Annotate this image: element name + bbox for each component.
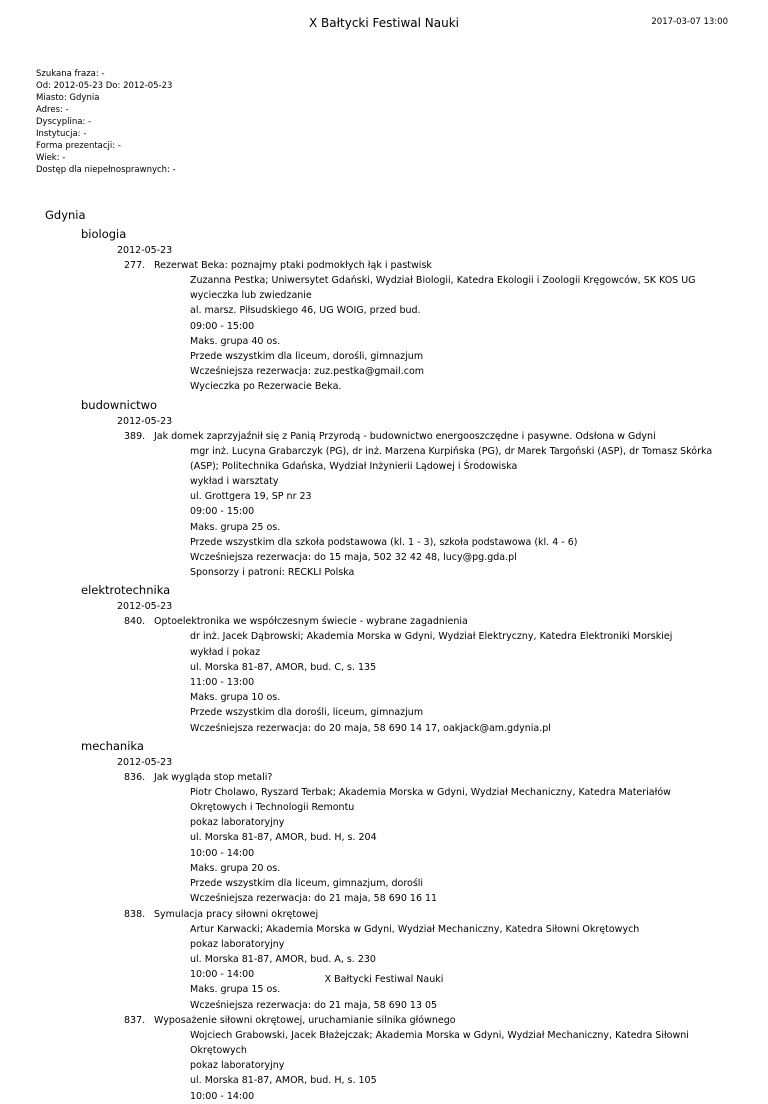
- event-organizer: Wojciech Grabowski, Jacek Błażejczak; Akademia Morska w Gdyni, Wydział Mechaniczny, Katedra Siłowni Okrętowych: [190, 1029, 689, 1056]
- event-title-text: Rezerwat Beka: poznajmy ptaki podmokłych łąk i pastwisk: [154, 260, 432, 271]
- event-capacity: Maks. grupa 10 os.: [190, 692, 281, 704]
- event-format: wycieczka lub zwiedzanie: [190, 290, 312, 302]
- filter-city: Miasto: Gdynia: [36, 93, 100, 103]
- event-capacity: Maks. grupa 15 os.: [190, 984, 281, 996]
- event-title: [0, 258, 768, 273]
- search-criteria: [36, 68, 176, 176]
- event-title-text: Jak wygląda stop metali?: [154, 771, 273, 783]
- event-organizer: Piotr Cholawo, Ryszard Terbak; Akademia Morska w Gdyni, Wydział Mechaniczny, Katedra Materiałów Okrętowych i Technologii Remontu: [190, 786, 671, 814]
- event-location: ul. Morska 81-87, AMOR, bud. A, s. 230: [190, 953, 376, 965]
- event-format: pokaz laboratoryjny: [190, 938, 285, 950]
- event-reservation: Wcześniejsza rezerwacja: do 20 maja, 58 690 14 17, oakjack@am.gdynia.pl: [190, 722, 551, 734]
- event-number: 837.: [124, 1014, 146, 1026]
- city-heading: Gdynia: [45, 208, 86, 222]
- event-format: pokaz laboratoryjny: [190, 1060, 285, 1072]
- event-title: [0, 429, 768, 444]
- event-capacity: Maks. grupa 25 os.: [190, 521, 281, 533]
- event-organizer: mgr inż. Lucyna Grabarczyk (PG), dr inż. Marzena Kurpińska (PG), dr Marek Targoński (ASP), dr Tomasz Skórka (ASP); Politechnika Gdańska, Wydział Inżynierii Lądowej i Środowiska: [190, 445, 713, 472]
- event-date: 2012-05-23: [117, 756, 173, 768]
- filter-age: Wiek: -: [36, 153, 66, 163]
- event-audience: Przede wszystkim dla liceum, dorośli, gimnazjum: [190, 351, 424, 363]
- event-time: 11:00 - 13:00: [190, 677, 255, 689]
- event-time: 09:00 - 15:00: [190, 506, 255, 518]
- event-organizer: Zuzanna Pestka; Uniwersytet Gdański, Wydział Biologii, Katedra Ekologii i Zoologii Kręgowców, SK KOS UG: [190, 275, 696, 286]
- event-time: 10:00 - 14:00: [190, 1090, 255, 1102]
- event-title-text: Wyposażenie siłowni okrętowej, uruchamianie silnika głównego: [154, 1014, 456, 1026]
- event-location: ul. Morska 81-87, AMOR, bud. H, s. 204: [190, 832, 377, 844]
- filter-discipline: Dyscyplina: -: [36, 117, 92, 127]
- event-audience: Przede wszystkim dla liceum, gimnazjum, dorośli: [190, 878, 424, 890]
- event-title: [0, 614, 768, 629]
- event-number: 838.: [124, 908, 146, 920]
- event-reservation: Wcześniejsza rezerwacja: zuz.pestka@gmail.com: [190, 366, 425, 378]
- page-header-datetime: 2017-03-07 13:00: [651, 17, 728, 27]
- event-audience: Przede wszystkim dla szkoła podstawowa (kl. 1 - 3), szkoła podstawowa (kl. 4 - 6): [190, 536, 578, 548]
- event-title: [0, 770, 768, 785]
- event-reservation: Wcześniejsza rezerwacja: do 15 maja, 502 32 42 48, lucy@pg.gda.pl: [190, 552, 517, 564]
- event-number: 389.: [124, 430, 146, 442]
- event-date: 2012-05-23: [117, 245, 173, 256]
- event-audience: Przede wszystkim dla dorośli, liceum, gimnazjum: [190, 707, 424, 719]
- event-format: pokaz laboratoryjny: [190, 817, 285, 829]
- event-date: 2012-05-23: [117, 601, 173, 613]
- event-title-text: Symulacja pracy siłowni okrętowej: [154, 908, 319, 920]
- event-title: [0, 1013, 768, 1028]
- event-reservation: Wcześniejsza rezerwacja: do 21 maja, 58 690 13 05: [190, 999, 438, 1011]
- event-location: ul. Grottgera 19, SP nr 23: [190, 491, 312, 503]
- event-location: al. marsz. Piłsudskiego 46, UG WOIG, przed bud.: [190, 305, 421, 317]
- page-header-title: X Bałtycki Festiwal Nauki: [309, 16, 459, 30]
- event-capacity: Maks. grupa 40 os.: [190, 335, 281, 347]
- event-time: 10:00 - 14:00: [190, 969, 255, 981]
- event-time: 10:00 - 14:00: [190, 847, 255, 859]
- event-title-text: Jak domek zaprzyjaźnił się z Panią Przyrodą - budownictwo energooszczędne i pasywne. Odsłona w Gdyni: [154, 430, 656, 442]
- event-time: 09:00 - 15:00: [190, 320, 255, 332]
- filter-date-range: Od: 2012-05-23 Do: 2012-05-23: [36, 81, 173, 91]
- event-title-text: Optoelektronika we współczesnym świecie - wybrane zagadnienia: [154, 616, 468, 628]
- event-location: ul. Morska 81-87, AMOR, bud. C, s. 135: [190, 661, 377, 673]
- event-sponsors: Sponsorzy i patroni: RECKLI Polska: [190, 567, 355, 579]
- category-heading: mechanika: [81, 738, 144, 753]
- event-number: 836.: [124, 771, 146, 783]
- filter-address: Adres: -: [36, 105, 69, 115]
- event-capacity: Maks. grupa 20 os.: [190, 862, 281, 874]
- event-organizer: Artur Karwacki; Akademia Morska w Gdyni, Wydział Mechaniczny, Katedra Siłowni Okrętowych: [190, 923, 640, 935]
- event-date: 2012-05-23: [117, 415, 173, 427]
- event-organizer: dr inż. Jacek Dąbrowski; Akademia Morska w Gdyni, Wydział Elektryczny, Katedra Elektroniki Morskiej: [190, 631, 673, 643]
- category-heading: elektrotechnika: [81, 583, 171, 598]
- category-heading: budownictwo: [81, 397, 158, 412]
- event-format: wykład i warsztaty: [190, 476, 279, 488]
- event-number: 840.: [124, 616, 146, 628]
- results-list: [0, 206, 768, 1104]
- event-description: Wycieczka po Rezerwacie Beka.: [190, 381, 342, 393]
- page-footer: X Bałtycki Festiwal Nauki: [324, 974, 444, 985]
- event-location: ul. Morska 81-87, AMOR, bud. H, s. 105: [190, 1075, 377, 1087]
- event-number: 277.: [124, 260, 146, 271]
- event-title: [0, 907, 768, 922]
- filter-presentation-form: Forma prezentacji: -: [36, 141, 121, 151]
- event-format: wykład i pokaz: [190, 646, 261, 658]
- filter-institution: Instytucja: -: [36, 129, 87, 139]
- category-heading: biologia: [81, 227, 127, 241]
- event-reservation: Wcześniejsza rezerwacja: do 21 maja, 58 690 16 11: [190, 893, 438, 905]
- filter-accessibility: Dostęp dla niepełnosprawnych: -: [36, 165, 176, 175]
- filter-phrase: Szukana fraza: -: [36, 69, 105, 79]
